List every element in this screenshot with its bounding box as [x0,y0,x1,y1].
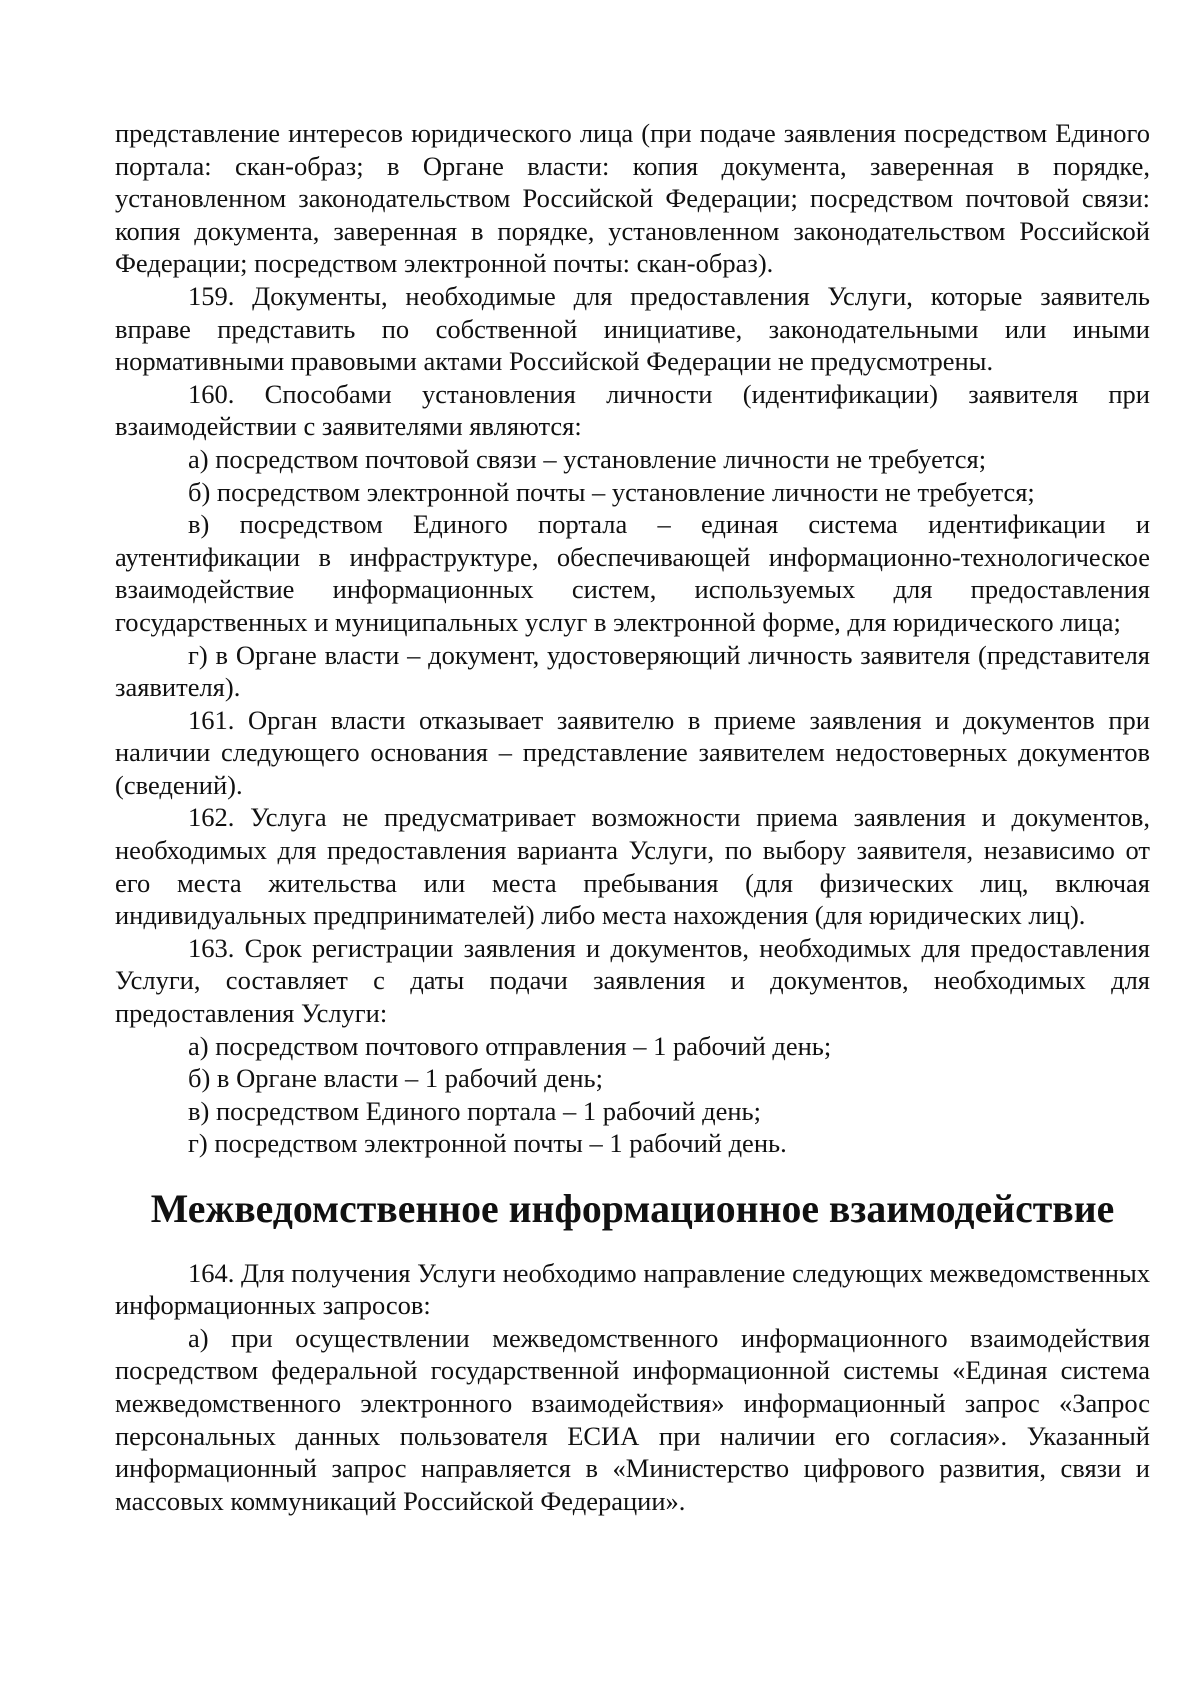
paragraph-159: 159. Документы, необходимые для предоставления Услуги, которые заявитель вправе представить по собственной инициативе, законодательными или иными нормативными правовыми актами Российской Федерации не предусмотрены. [115,280,1150,377]
paragraph-160: 160. Способами установления личности (идентификации) заявителя при взаимодействии с заявителями являются: [115,378,1150,442]
paragraph-160-v: в) посредством Единого портала – единая система идентификации и аутентификации в инфраструктуре, обеспечивающей информационно-технологическое взаимодействие информационных систем, используемых для предоставления государственных и муниципальных услуг в электронной форме, для юридического лица; [115,509,1150,637]
document-page [115,117,1150,1517]
paragraph-164: 164. Для получения Услуги необходимо направление следующих межведомственных информационных запросов: [115,1257,1150,1321]
paragraph-162: 162. Услуга не предусматривает возможности приема заявления и документов, необходимых для предоставления варианта Услуги, по выбору заявителя, независимо от его места жительства или места пребывания (для физических лиц, включая индивидуальных предпринимателей) либо места нахождения (для юридических лиц). [115,802,1150,931]
paragraph-160-a: а) посредством почтовой связи – установление личности не требуется; [188,443,987,474]
paragraph-161: 161. Орган власти отказывает заявителю в приеме заявления и документов при наличии следующего основания – представление заявителем недостоверных документов (сведений). [115,704,1150,800]
paragraph-160-b: б) посредством электронной почты – установление личности не требуется; [188,476,1035,507]
paragraph-163-b: б) в Органе власти – 1 рабочий день; [188,1063,603,1094]
paragraph-164-a: а) при осуществлении межведомственного информационного взаимодействия посредством федеральной государственной информационной системы «Единая система межведомственного электронного взаимодействия» информационный запрос «Запрос персональных данных пользователя ЕСИА при наличии его согласия». Указанный информационный запрос направляется в «Министерство цифрового развития, связи и массовых коммуникаций Российской Федерации». [115,1322,1150,1516]
paragraph-163-g: г) посредством электронной почты – 1 рабочий день. [188,1128,787,1159]
paragraph-163-a: а) посредством почтового отправления – 1 рабочий день; [188,1030,832,1061]
paragraph-163-v: в) посредством Единого портала – 1 рабочий день; [188,1095,761,1126]
paragraph-163: 163. Срок регистрации заявления и документов, необходимых для предоставления Услуги, составляет с даты подачи заявления и документов, необходимых для предоставления Услуги: [115,932,1150,1029]
paragraph-160-g: г) в Органе власти – документ, удостоверяющий личность заявителя (представителя заявителя). [115,639,1150,703]
section-heading: Межведомственное информационное взаимодействие [150,1187,1115,1231]
paragraph-continuation: представление интересов юридического лица (при подаче заявления посредством Единого портала: скан-образ; в Органе власти: копия документа, заверенная в порядке, установленном законодательством Российской Федерации; посредством почтовой связи: копия документа, заверенная в порядке, установленном законодательством Российской Федерации; посредством электронной почты: скан-образ). [115,118,1150,279]
